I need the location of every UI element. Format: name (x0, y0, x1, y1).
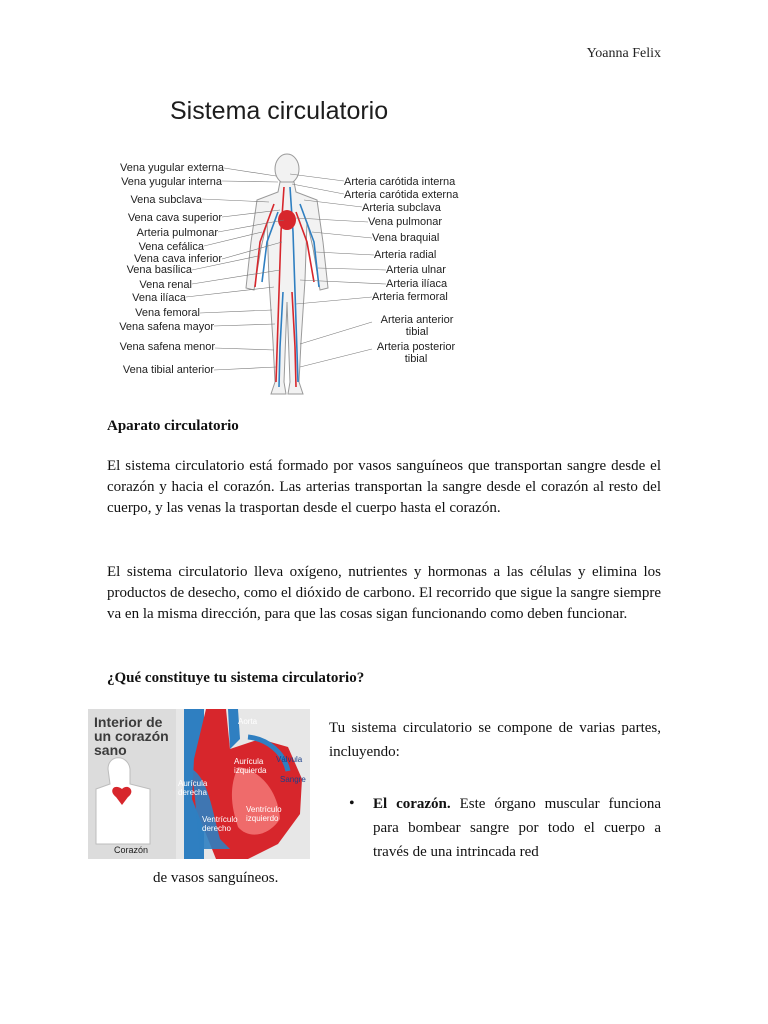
continuation-text: de vasos sanguíneos. (153, 870, 279, 886)
author-name: Yoanna Felix (586, 46, 661, 61)
heart-interior-figure (88, 709, 310, 859)
section-heading: ¿Qué constituye tu sistema circulatorio? (107, 670, 365, 686)
label-right: Arteria ilíaca (386, 278, 448, 290)
label-aorta: Aorta (238, 717, 258, 726)
label-right: Arteria anterior tibial (380, 314, 454, 338)
label-right: Arteria ulnar (386, 264, 446, 276)
figure2-caption: Corazón (114, 845, 149, 855)
label-right: Vena braquial (372, 232, 440, 244)
circulatory-system-figure (104, 92, 464, 402)
label-left: Vena cava inferior (133, 253, 222, 265)
label-right: Arteria fermoral (372, 291, 448, 303)
label-right: Arteria radial (374, 249, 437, 261)
heart-icon (278, 210, 296, 230)
section-heading: Aparato circulatorio (107, 418, 239, 434)
label-left: Vena yugular externa (120, 162, 224, 174)
label-left: Arteria pulmonar (136, 227, 218, 239)
label-auricula-izquierda: Aurícula izquierda (234, 757, 267, 775)
label-left: Vena femoral (135, 307, 200, 319)
paragraph: El sistema circulatorio está formado por vasos sanguíneos que transportan sangre desde el corazón y hacia el corazón. Las arterias transportan la sangre desde el corazón al resto del cuerpo, y las venas la trasportan desde el cuerpo hasta el corazón. (107, 458, 661, 516)
label-left: Vena cava superior (127, 212, 222, 224)
label-left: Vena basílica (126, 264, 192, 276)
bullet-icon: • (349, 795, 355, 812)
label-left: Vena safena mayor (119, 321, 214, 333)
bullet-item (373, 792, 661, 864)
label-left: Vena ilíaca (132, 292, 186, 304)
label-right: Arteria carótida externa (344, 189, 459, 201)
label-right: Arteria subclava (362, 202, 441, 214)
label-left: Vena renal (139, 279, 192, 291)
intro-paragraph: Tu sistema circulatorio se compone de varias partes, incluyendo: (329, 720, 661, 760)
label-left: Vena cefálica (138, 241, 204, 253)
figure-title: Sistema circulatorio (170, 97, 389, 125)
label-right: Vena pulmonar (368, 216, 442, 228)
label-left: Vena subclava (130, 194, 202, 206)
label-right: Arteria posterior tibial (376, 341, 456, 365)
bullet-term: El corazón. (373, 796, 451, 812)
label-left: Vena safena menor (119, 341, 215, 353)
label-ventriculo-derecho: Ventrículo derecho (202, 815, 238, 833)
bullet-description: Este órgano muscular funciona para bombear sangre por todo el cuerpo a través de una intrincada red (373, 796, 661, 860)
paragraph: El sistema circulatorio lleva oxígeno, nutrientes y hormonas a las células y elimina los productos de desecho, como el dióxido de carbono. El recorrido que sigue la sangre siempre va en la misma dirección, para que las cosas sigan funcionando como deben funcionar. (107, 564, 661, 622)
label-valvula: Válvula (276, 755, 303, 764)
label-left: Vena tibial anterior (122, 364, 214, 376)
label-left: Vena yugular interna (121, 176, 222, 188)
figure2-title: Interior de un corazón sano (94, 714, 169, 758)
label-ventriculo-izquierdo: Ventrículo izquierdo (246, 805, 282, 823)
label-right: Arteria carótida interna (344, 176, 456, 188)
label-sangre: Sangre (280, 775, 306, 784)
label-auricula-derecha: Aurícula derecha (178, 779, 208, 797)
